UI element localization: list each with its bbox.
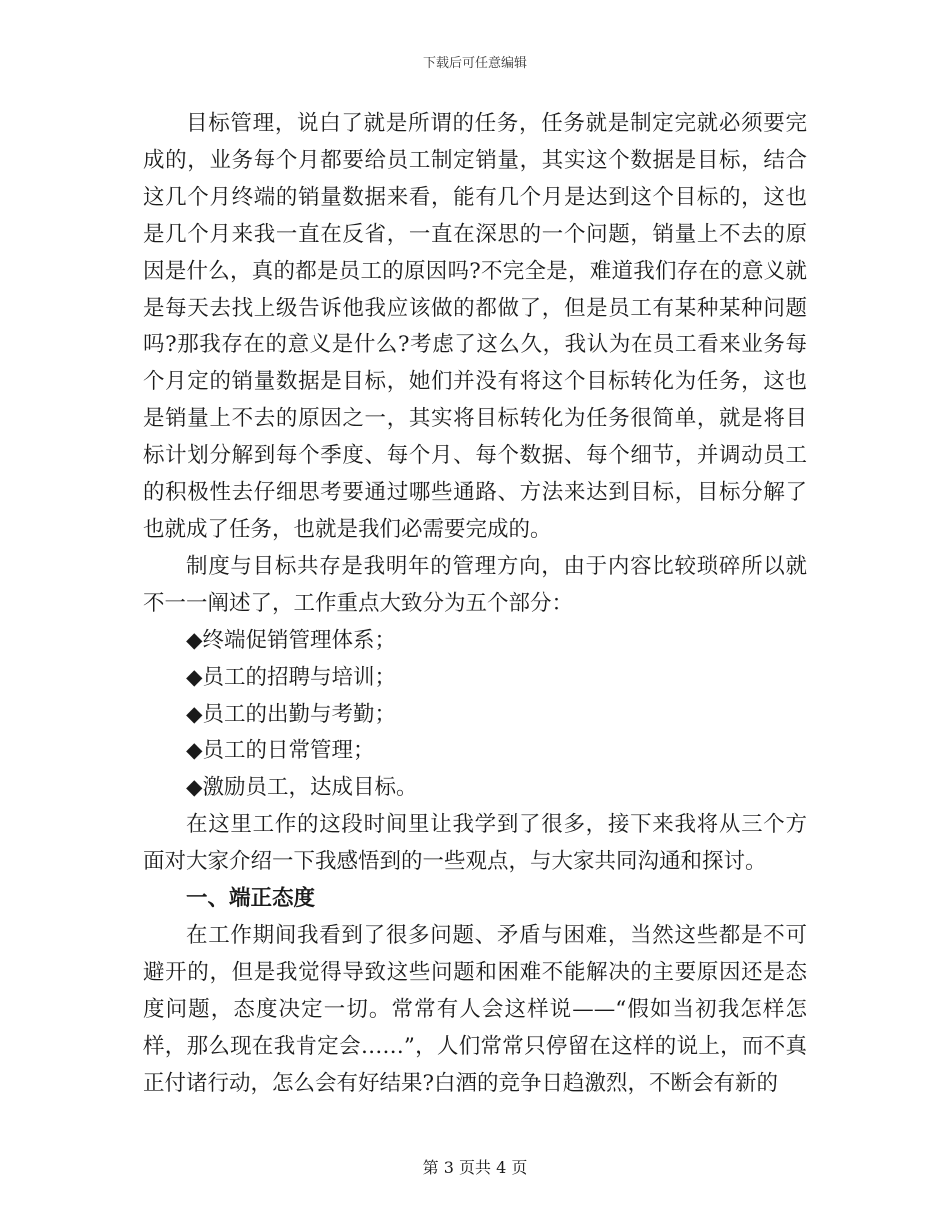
paragraph-management-direction: 制度与目标共存是我明年的管理方向，由于内容比较琐碎所以就不一一阐述了，工作重点大致分为五个部分： (143, 553, 807, 616)
section-heading: 一、端正态度 (186, 886, 316, 912)
bullet-item: ◆员工的日常管理； (186, 738, 375, 764)
bullet-item: ◆终端促销管理体系； (186, 627, 397, 653)
document-body (143, 106, 807, 1102)
bullet-item: ◆激励员工，达成目标。 (186, 775, 418, 801)
bullet-item: ◆员工的出勤与考勤； (186, 701, 397, 727)
page-header: 下载后可任意编辑 (422, 56, 527, 71)
paragraph-target-management: 目标管理，说白了就是所谓的任务，任务就是制定完就必须要完成的，业务每个月都要给员工制定销量，其实这个数据是目标，结合这几个月终端的销量数据来看，能有几个月是达到这个目标的，这也是几个月来我一直在反省，一直在深思的一个问题，销量上不去的原因是什么，真的都是员工的原因吗?不完全是，难道我们存在的意义就是每天去找上级告诉他我应该做的都做了，但是员工有某种某种问题吗?那我存在的意义是什么?考虑了这么久，我认为在员工看来业务每个月定的销量数据是目标，她们并没有将这个目标转化为任务，这也是销量上不去的原因之一，其实将目标转化为任务很简单，就是将目标计划分解到每个季度、每个月、每个数据、每个细节，并调动员工的积极性去仔细思考要通过哪些通路、方法来达到目标，目标分解了也就成了任务，也就是我们必需要完成的。 (143, 111, 807, 542)
bullet-item: ◆员工的招聘与培训； (186, 664, 397, 690)
page-footer: 第 3 页共 4 页 (422, 1158, 528, 1177)
paragraph-introduction: 在这里工作的这段时间里让我学到了很多，接下来我将从三个方面对大家介绍一下我感悟到的一些观点，与大家共同沟通和探讨。 (143, 812, 807, 875)
paragraph-attitude: 在工作期间我看到了很多问题、矛盾与困难，当然这些都是不可避开的，但是我觉得导致这些问题和困难不能解决的主要原因还是态度问题，态度决定一切。常常有人会这样说——“假如当初我怎样怎样，那么现在我肯定会……”，人们常常只停留在这样的说上，而不真正付诸行动，怎么会有好结果?白酒的竞争日趋激烈，不断会有新的 (143, 922, 807, 1096)
